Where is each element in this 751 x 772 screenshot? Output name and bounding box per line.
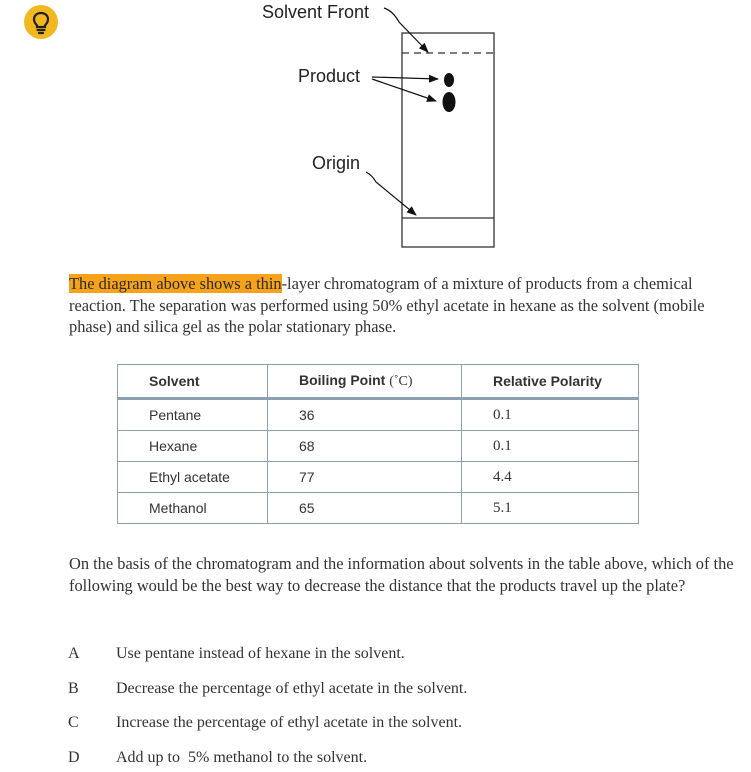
cell-solvent: Hexane xyxy=(118,431,268,462)
choice-text: Increase the percentage of ethyl acetate in the solvent. xyxy=(116,714,463,731)
choice-letter: D xyxy=(68,749,80,766)
choice-text: Add up to 5% methanol to the solvent. xyxy=(116,749,368,766)
cell-polarity: 0.1 xyxy=(462,399,639,431)
header-solvent: Solvent xyxy=(118,365,268,399)
product-arrow-upper xyxy=(372,77,438,79)
cell-boiling-point: 68 xyxy=(268,431,462,462)
question-text: On the basis of the chromatogram and the information about solvents in the table above, which of the following would be the best way to decrease the distance that the products travel up the plate? xyxy=(69,554,734,595)
choice-letter: C xyxy=(68,714,79,731)
cell-polarity: 5.1 xyxy=(462,493,639,524)
product-spot-upper xyxy=(444,73,454,87)
cell-solvent: Methanol xyxy=(118,493,268,524)
cell-polarity: 4.4 xyxy=(462,462,639,493)
choice-text: Decrease the percentage of ethyl acetate in the solvent. xyxy=(116,680,468,697)
choice-letter: B xyxy=(68,680,79,697)
cell-boiling-point: 36 xyxy=(268,399,462,431)
table-row xyxy=(118,493,639,524)
choice-c[interactable] xyxy=(68,712,568,734)
origin-label: Origin xyxy=(312,153,361,173)
cell-boiling-point: 65 xyxy=(268,493,462,524)
product-label: Product xyxy=(298,66,361,86)
table-row xyxy=(118,431,639,462)
choice-letter: A xyxy=(68,645,80,662)
passage-text xyxy=(69,273,741,338)
table-header-row xyxy=(118,365,639,399)
product-spot-lower xyxy=(443,92,456,112)
passage-rest: -layer chromatogram of a mixture of products from a chemical reaction. The separation was performed using 50% ethyl acetate in hexane as the solvent (mobile phase) and silica gel as the polar stationary phase. xyxy=(69,274,705,336)
table-row xyxy=(118,462,639,493)
solvent-front-label: Solvent Front xyxy=(262,2,370,22)
cell-solvent: Ethyl acetate xyxy=(118,462,268,493)
header-boiling-point-unit: (˚C) xyxy=(389,374,413,389)
choice-text: Use pentane instead of hexane in the solvent. xyxy=(116,645,405,662)
header-polarity: Relative Polarity xyxy=(462,365,639,399)
choice-a[interactable] xyxy=(68,643,568,665)
table-row xyxy=(118,399,639,431)
solvent-front-arrow xyxy=(384,8,428,52)
choice-d[interactable] xyxy=(68,747,568,769)
solvent-table xyxy=(117,364,639,524)
header-boiling-point xyxy=(268,365,462,399)
cell-boiling-point: 77 xyxy=(268,462,462,493)
cell-solvent: Pentane xyxy=(118,399,268,431)
origin-arrow xyxy=(366,172,416,215)
chromatogram-diagram xyxy=(0,0,751,260)
highlighted-text: The diagram above shows a thin xyxy=(69,274,282,293)
cell-polarity: 0.1 xyxy=(462,431,639,462)
header-boiling-point-label: Boiling Point xyxy=(299,372,386,388)
choice-b[interactable] xyxy=(68,678,568,700)
product-arrow-lower xyxy=(372,79,436,101)
